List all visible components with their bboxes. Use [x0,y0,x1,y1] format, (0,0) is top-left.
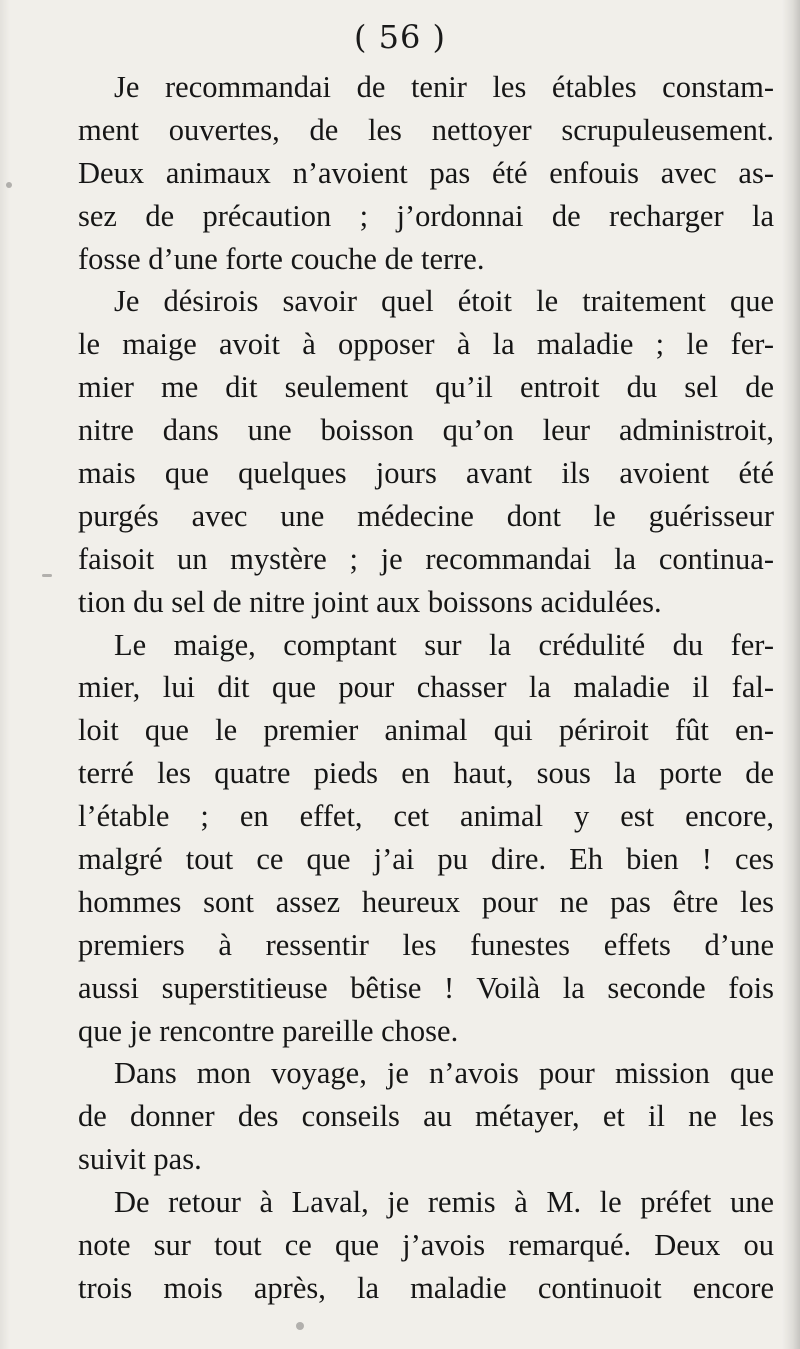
paragraph-4 [78,1052,774,1181]
text-line: tion du sel de nitre joint aux boissons acidulées. [78,584,662,619]
text-line: fosse d’une forte couche de terre. [78,241,485,276]
ink-speck [296,1322,304,1330]
text-line: de donner des conseils au métayer, et il ne les [78,1099,774,1134]
text-line: mais que quelques jours avant ils avoient été [78,456,774,491]
text-line: terré les quatre pieds en haut, sous la porte de [78,756,774,791]
text-line: le maige avoit à opposer à la maladie ; le fer- [78,327,774,362]
paragraph-1 [78,66,774,280]
text-line: suivit pas. [78,1142,202,1177]
text-line: trois mois après, la maladie continuoit encore [78,1270,774,1305]
paragraph-5 [78,1181,774,1310]
text-line: l’étable ; en effet, cet animal y est encore, [78,799,774,834]
text-line: premiers à ressentir les funestes effets d’une [78,927,774,962]
text-line: De retour à Laval, je remis à M. le préfet une [114,1185,774,1220]
text-line: mier me dit seulement qu’il entroit du sel de [78,370,774,405]
text-line: malgré tout ce que j’ai pu dire. Eh bien ! ces [78,842,774,877]
page-edge-shadow-right [782,0,800,1349]
page-edge-shadow-left [0,0,10,1349]
paragraph-2 [78,280,774,623]
text-line: Dans mon voyage, je n’avois pour mission que [114,1056,774,1091]
body-text [78,66,774,1310]
text-line: Le maige, comptant sur la crédulité du fer- [114,627,774,662]
text-line: ment ouvertes, de les nettoyer scrupuleusement. [78,112,774,147]
text-line: note sur tout ce que j’avois remarqué. Deux ou [78,1228,774,1263]
text-line: purgés avec une médecine dont le guérisseur [78,498,774,533]
text-line: loit que le premier animal qui périroit fût en- [78,713,774,748]
text-line: Je désirois savoir quel étoit le traitement que [114,284,774,319]
text-line: sez de précaution ; j’ordonnai de recharger la [78,198,774,233]
text-line: que je rencontre pareille chose. [78,1013,459,1048]
page-number: ( 56 ) [353,18,447,56]
text-line: faisoit un mystère ; je recommandai la continua- [78,541,774,576]
ink-speck [6,182,12,188]
text-line: Je recommandai de tenir les étables constam- [114,70,774,104]
paragraph-3 [78,624,774,1053]
text-line: Deux animaux n’avoient pas été enfouis avec as- [78,155,774,190]
text-line: mier, lui dit que pour chasser la maladie il fal- [78,670,774,705]
text-line: nitre dans une boisson qu’on leur administroit, [78,413,774,448]
text-line: hommes sont assez heureux pour ne pas être les [78,884,774,919]
text-line: aussi superstitieuse bêtise ! Voilà la seconde fois [78,970,774,1005]
ink-speck [42,574,52,577]
